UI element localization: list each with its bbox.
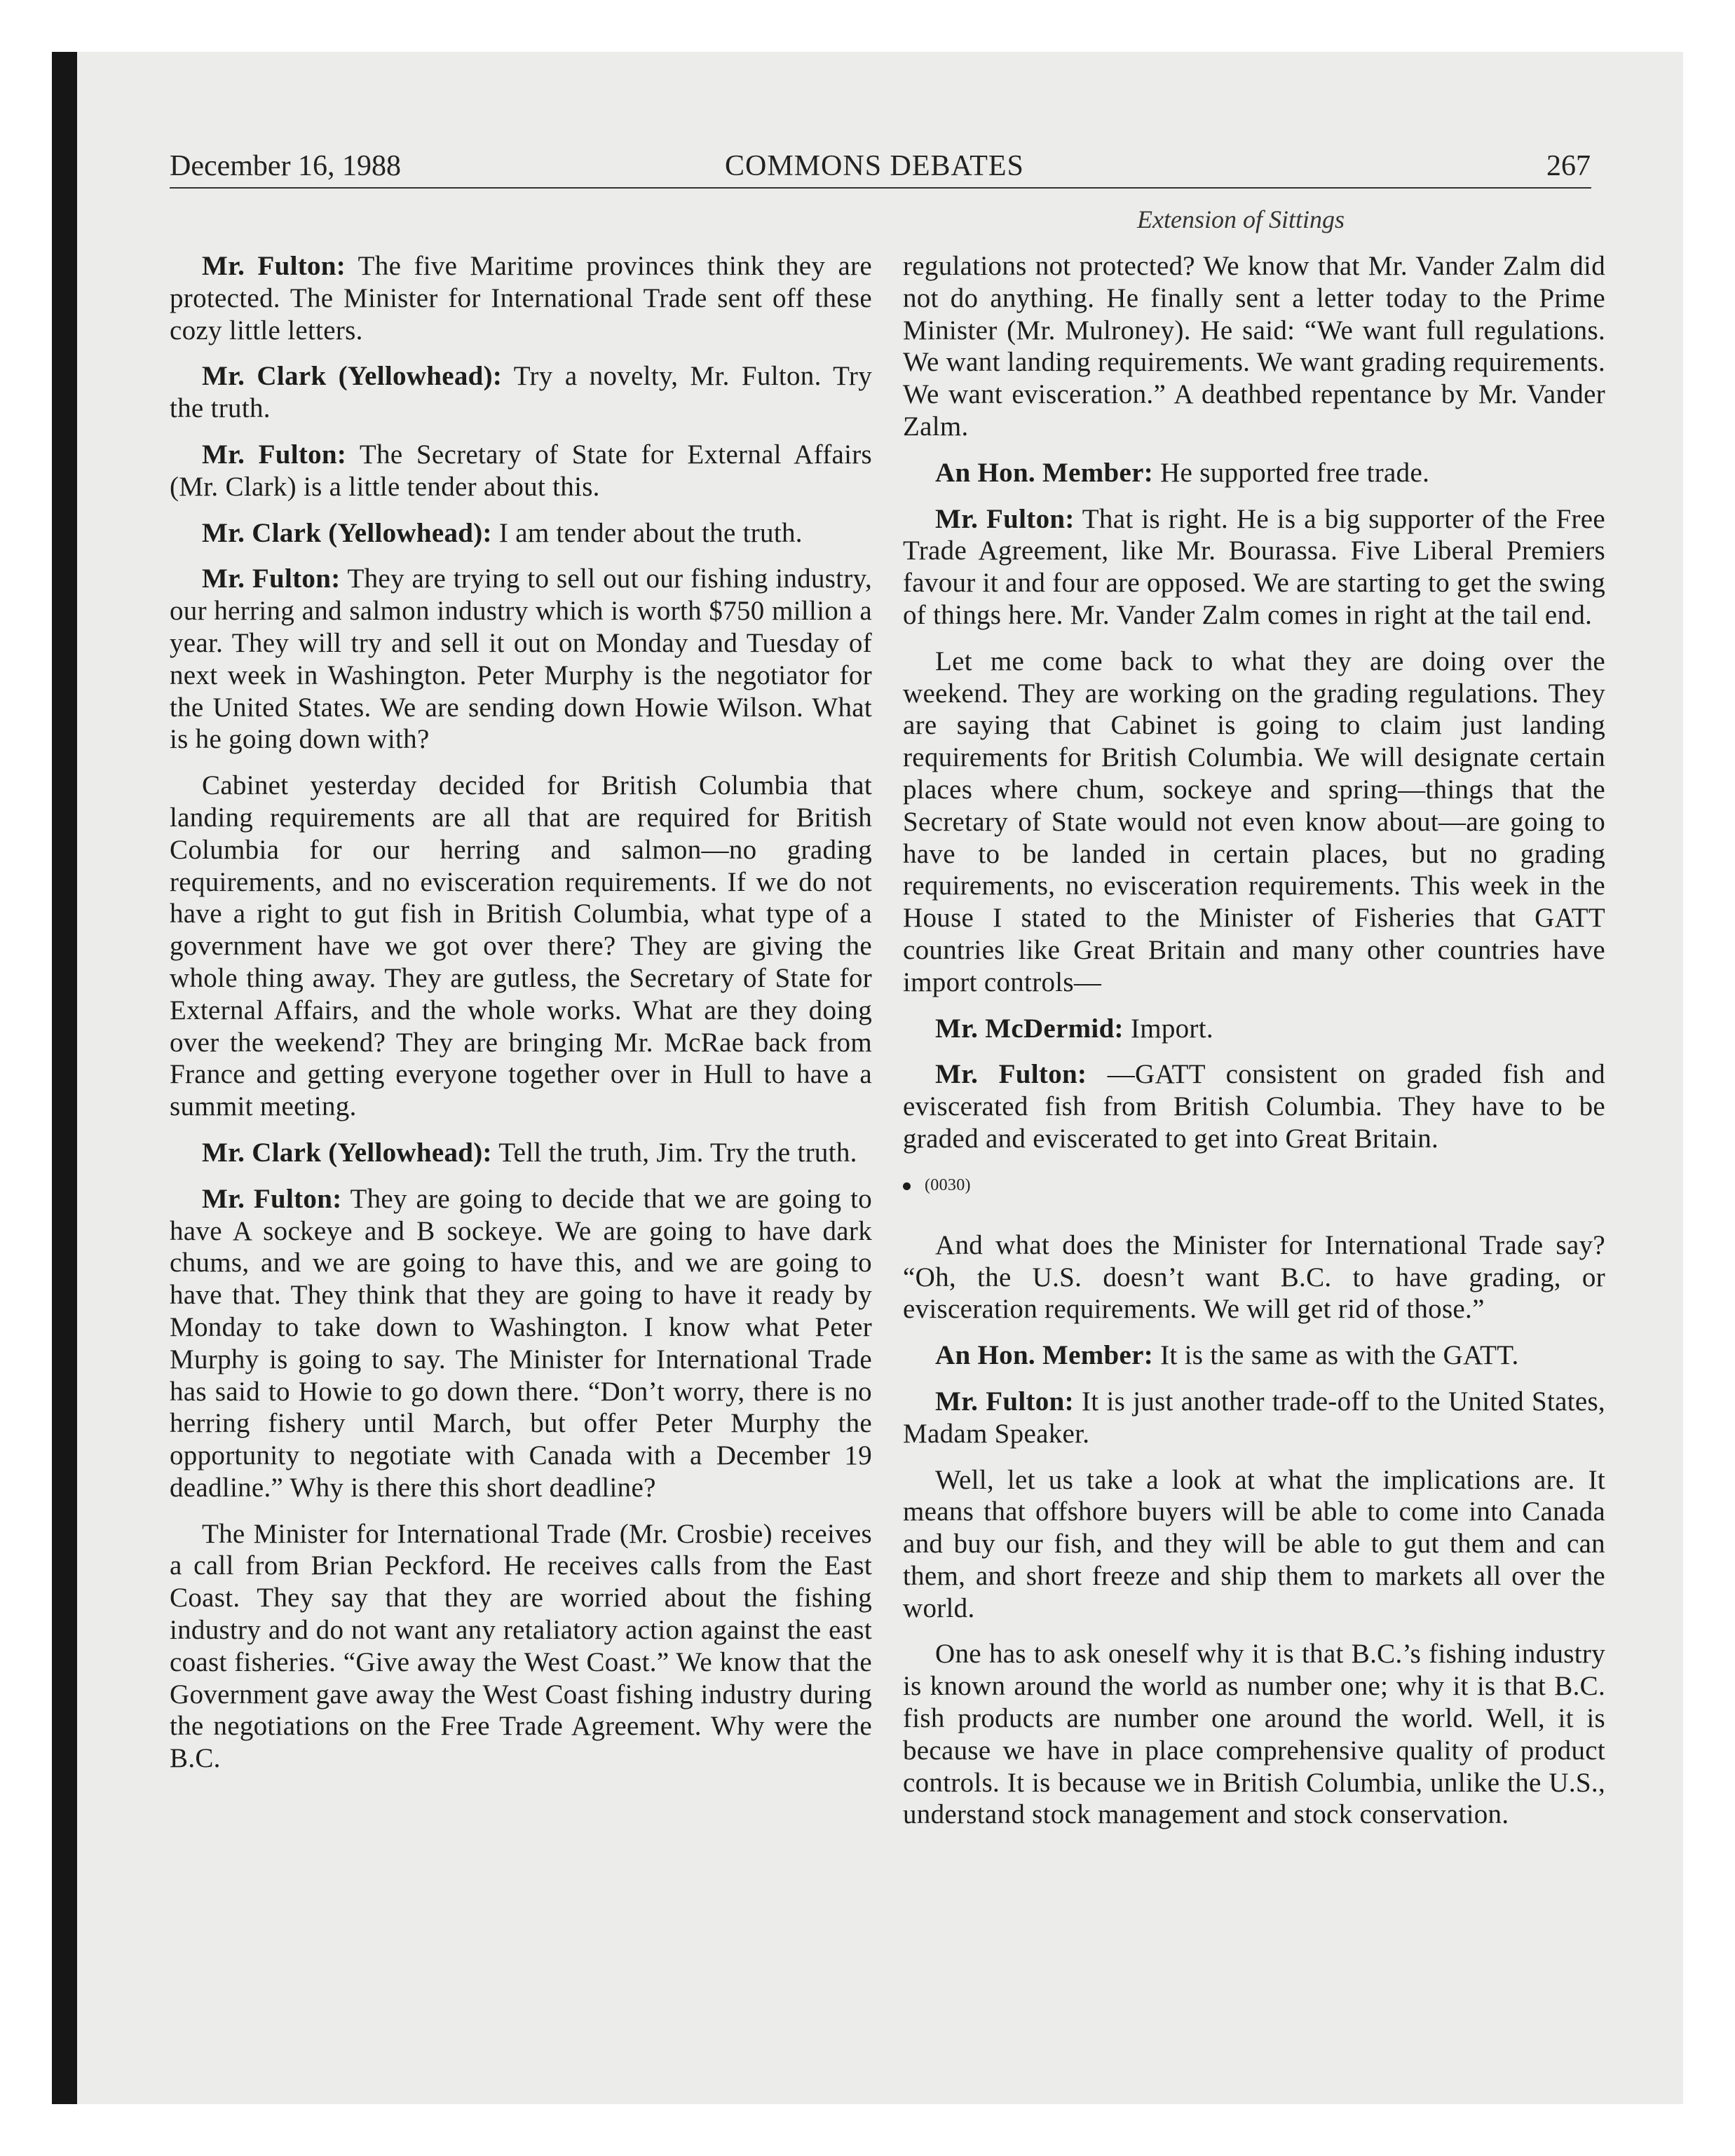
paragraph xyxy=(170,1183,872,1504)
paragraph xyxy=(903,1464,1605,1625)
speech-text: Try a novelty, Mr. Fulton. Try the truth. xyxy=(170,361,872,424)
speaker-name: Mr. Fulton: xyxy=(202,251,346,281)
paragraph xyxy=(170,360,872,425)
paragraph xyxy=(903,1229,1605,1325)
speaker-name: An Hon. Member: xyxy=(935,457,1154,488)
speaker-name: Mr. Fulton: xyxy=(202,439,347,470)
paragraph xyxy=(170,770,872,1123)
speech-text: That is right. He is a big supporter of the Free Trade Agreement, like Mr. Bourassa. Five Liberal Premiers favour it and four are opposed. We are starting to get the swing of things here. Mr. Vander Zalm comes in right at the tail end. xyxy=(903,503,1605,630)
time-marker xyxy=(903,1169,1605,1201)
speech-text: It is the same as with the GATT. xyxy=(1153,1340,1519,1371)
paragraph xyxy=(903,1339,1605,1372)
bullet-icon xyxy=(903,1182,911,1190)
speech-text: They are going to decide that we are going to have A sockeye and B sockeye. We are going to have dark chums, and we are going to have this, and we are going to have that. They think that they are going to have it ready by Monday to take down to Washington. I know what Peter Murphy is going to say. The Minister for International Trade has said to Howie to go down there. “Don’t worry, there is no herring fishery until March, but offer Peter Murphy the opportunity to negotiate with Canada with a December 19 deadline.” Why is there this short deadline? xyxy=(170,1183,872,1503)
header-date: December 16, 1988 xyxy=(170,150,402,182)
speaker-name: An Hon. Member: xyxy=(935,1340,1154,1371)
speech-text: They are trying to sell out our fishing industry, our herring and salmon industry which is worth $750 million a year. They will try and sell it out on Monday and Tuesday of next week in Washington. Peter Murphy is the negotiator for the United States. We are sending down Howie Wilson. What is he going down with? xyxy=(170,564,872,755)
speech-text: And what does the Minister for International Trade say? “Oh, the U.S. doesn’t want B.C. to have grading, or evisceration requirements. We will get rid of those.” xyxy=(903,1229,1605,1325)
speech-text: The five Maritime provinces think they are protected. The Minister for International Trade sent off these cozy little letters. xyxy=(170,251,872,346)
speech-text: Import. xyxy=(1123,1013,1213,1044)
speech-text: He supported free trade. xyxy=(1153,457,1430,488)
paragraph xyxy=(903,1058,1605,1154)
speech-text: Let me come back to what they are doing over the weekend. They are working on the grading regulations. They are saying that Cabinet is going to claim just landing requirements for British Columbia. We will designate certain places where chum, sockeye and spring—things that the Secretary of State would not even know about—are going to have to be landed in certain places, but no grading requirements, no evisceration requirements. This week in the House I stated to the Minister of Fisheries that GATT countries like Great Britain and many other countries have import controls— xyxy=(903,646,1605,997)
speaker-name: Mr. Fulton: xyxy=(935,1059,1087,1090)
section-title: Extension of Sittings xyxy=(1137,205,1345,233)
paragraph xyxy=(903,1638,1605,1831)
paragraph xyxy=(903,250,1605,443)
header-title: COMMONS DEBATES xyxy=(725,150,1024,182)
paragraph xyxy=(170,1518,872,1775)
paragraph xyxy=(170,563,872,756)
speech-text: Well, let us take a look at what the implications are. It means that offshore buyers will be able to come into Canada and buy our fish, and they will be able to gut them and can them, and short freeze and ship them to markets all over the world. xyxy=(903,1464,1605,1623)
paragraph xyxy=(170,439,872,503)
speaker-name: Mr. Fulton: xyxy=(935,503,1075,534)
paragraph xyxy=(903,1013,1605,1045)
speech-text: The Secretary of State for External Affairs (Mr. Clark) is a little tender about this. xyxy=(170,439,872,502)
paragraph xyxy=(170,517,872,550)
paragraph xyxy=(170,1137,872,1169)
speaker-name: Mr. Fulton: xyxy=(202,1183,342,1214)
paragraph xyxy=(903,646,1605,999)
binding-shadow xyxy=(52,52,77,2104)
paragraph xyxy=(903,1386,1605,1450)
paragraph xyxy=(903,503,1605,632)
header-rule xyxy=(170,187,1591,189)
speech-text: Cabinet yesterday decided for British Columbia that landing requirements are all that are required for British Columbia for our herring and salmon—no grading requirements, and no evisceration requirements. If we do not have a right to gut fish in British Columbia, what type of a government have we got over there? They are giving the whole thing away. They are gutless, the Secretary of State for External Affairs, and the whole works. What are they doing over the weekend? They are bringing Mr. McRae back from France and getting everyone together over in Hull to have a summit meeting. xyxy=(170,770,872,1122)
speech-text: regulations not protected? We know that Mr. Vander Zalm did not do anything. He finally sent a letter today to the Prime Minister (Mr. Mulroney). He said: “We want full regulations. We want landing requirements. We want grading requirements. We want evisceration.” A deathbed repentance by Mr. Vander Zalm. xyxy=(903,251,1605,442)
left-column xyxy=(170,250,872,1789)
speaker-name: Mr. Clark (Yellowhead): xyxy=(202,1137,492,1168)
paragraph xyxy=(903,457,1605,489)
speech-text: One has to ask oneself why it is that B.C.’s fishing industry is known around the world as number one; why it is that B.C. fish products are number one around the world. Well, it is because we have in place comprehensive quality of product controls. It is because we in British Columbia, unlike the U.S., understand stock management and stock conservation. xyxy=(903,1639,1605,1830)
speech-text: —GATT consistent on graded fish and eviscerated fish from British Columbia. They have to be graded and eviscerated to get into Great Britain. xyxy=(903,1059,1605,1154)
speaker-name: Mr. McDermid: xyxy=(935,1013,1124,1044)
paragraph xyxy=(170,250,872,346)
speech-text: Tell the truth, Jim. Try the truth. xyxy=(491,1137,857,1168)
page-number: 267 xyxy=(1546,150,1591,182)
speaker-name: Mr. Clark (Yellowhead): xyxy=(202,517,492,548)
speaker-name: Mr. Fulton: xyxy=(935,1386,1074,1417)
speaker-name: Mr. Fulton: xyxy=(202,564,341,594)
speech-text: I am tender about the truth. xyxy=(491,517,803,548)
speech-text: It is just another trade-off to the United States, Madam Speaker. xyxy=(903,1386,1605,1449)
speaker-name: Mr. Clark (Yellowhead): xyxy=(202,361,503,392)
time-marker-text: (0030) xyxy=(925,1175,971,1194)
speech-text: The Minister for International Trade (Mr. Crosbie) receives a call from Brian Peckford. He receives calls from the East Coast. They say that they are worried about the fishing industry and do not want any retaliatory action against the east coast fisheries. “Give away the West Coast.” We know that the Government gave away the West Coast fishing industry during the negotiations on the Free Trade Agreement. Why were the B.C. xyxy=(170,1518,872,1774)
right-column xyxy=(903,250,1605,1845)
